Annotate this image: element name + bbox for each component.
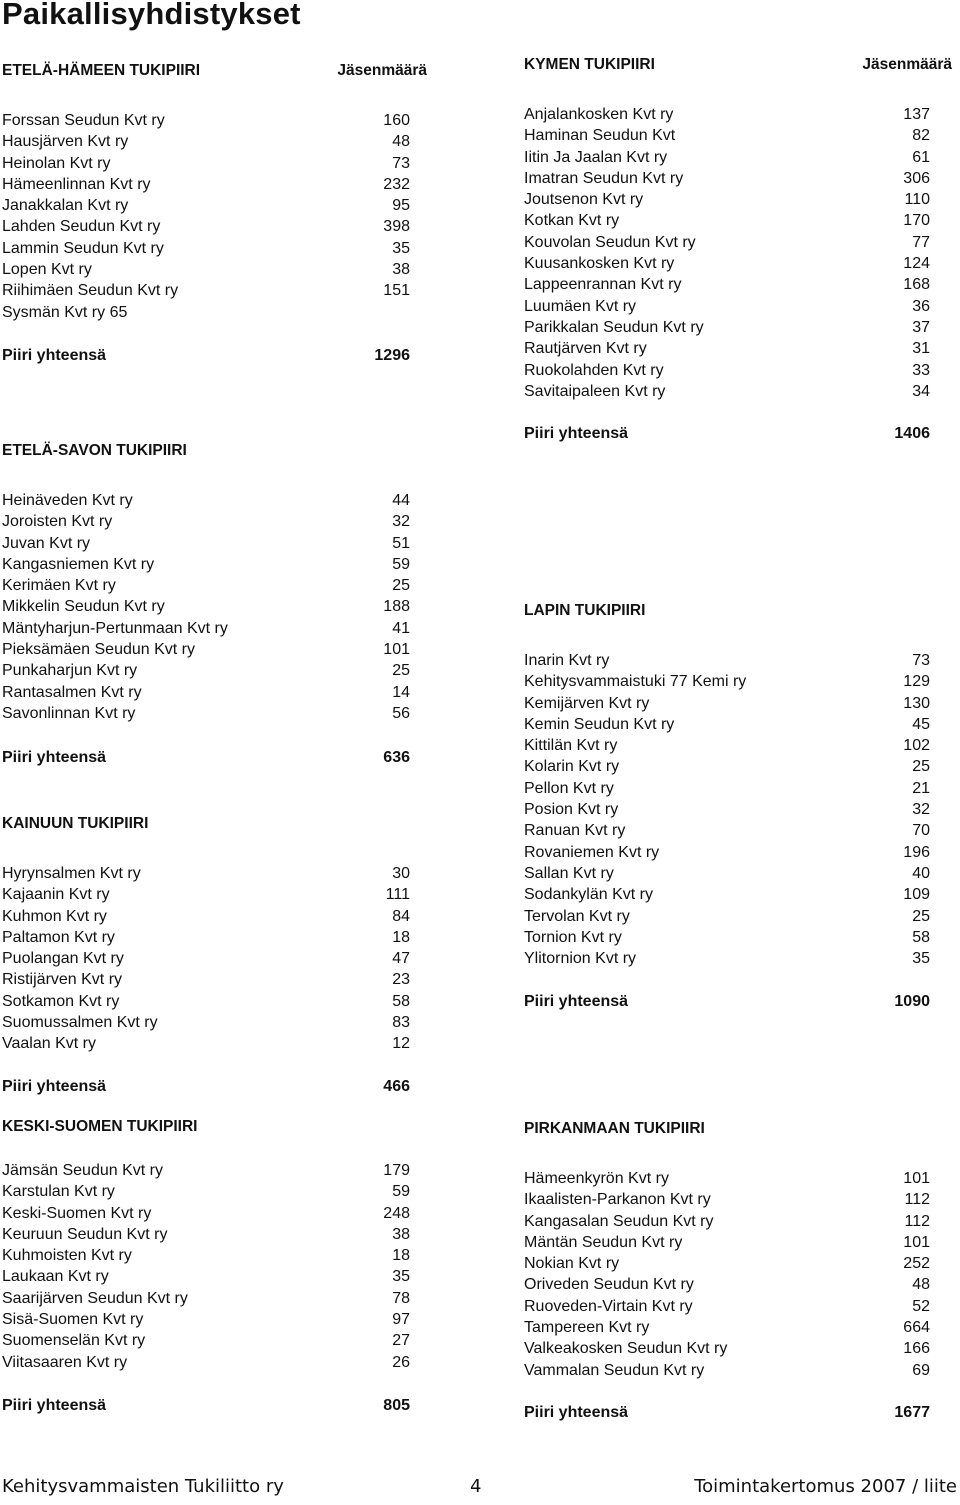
association-name: Ylitornion Kvt ry: [524, 950, 637, 968]
member-count: 12: [392, 1035, 410, 1053]
total-label: Piiri yhteensä: [524, 425, 629, 442]
association-name: Forssan Seudun Kvt ry: [2, 112, 165, 129]
association-name: Riihimäen Seudun Kvt ry: [2, 282, 179, 300]
association-row: [524, 1232, 954, 1253]
district-title: ETELÄ-HÄMEEN TUKIPIIRI: [2, 62, 201, 79]
member-count: 21: [912, 779, 930, 797]
member-count: 32: [912, 801, 930, 819]
district-title: KESKI-SUOMEN TUKIPIIRI: [2, 1118, 198, 1135]
member-count: 188: [383, 598, 410, 616]
member-count: 70: [912, 822, 930, 840]
association-name: Kemijärven Kvt ry: [524, 694, 650, 712]
association-name: Kolarin Kvt ry: [524, 758, 620, 776]
association-row: [2, 153, 427, 174]
member-count: 196: [903, 843, 930, 861]
district-lappi: [524, 602, 954, 1010]
association-name: Vammalan Seudun Kvt ry: [524, 1361, 705, 1379]
association-row: [2, 682, 427, 703]
association-row: [2, 703, 427, 724]
association-row: [2, 575, 427, 596]
member-count: 170: [903, 212, 930, 230]
member-count: 73: [912, 652, 930, 669]
total-value: 636: [383, 749, 410, 766]
district-title: KYMEN TUKIPIIRI: [524, 56, 655, 73]
district-total: [2, 345, 427, 366]
member-count: 48: [392, 133, 410, 151]
member-count: 179: [383, 1162, 410, 1179]
district-title: LAPIN TUKIPIIRI: [524, 602, 646, 619]
association-name: Rantasalmen Kvt ry: [2, 683, 142, 701]
total-label: Piiri yhteensä: [524, 1404, 629, 1421]
association-row: [524, 1189, 954, 1210]
footer-page-number: 4: [470, 1476, 482, 1497]
member-count: 18: [392, 1247, 410, 1265]
member-count: 97: [392, 1311, 410, 1329]
member-count: 35: [912, 950, 930, 968]
association-row: [524, 1338, 954, 1359]
association-name: Punkaharjun Kvt ry: [2, 662, 138, 680]
association-row: [2, 259, 427, 280]
association-row: [524, 360, 954, 381]
association-name: Parikkalan Seudun Kvt ry: [524, 318, 704, 336]
association-row: [2, 110, 427, 131]
association-row: [2, 1160, 427, 1181]
association-row: [524, 693, 954, 714]
association-name: Hyrynsalmen Kvt ry: [2, 865, 141, 882]
total-value: 1677: [894, 1404, 930, 1421]
association-name: Hämeenkyrön Kvt ry: [524, 1170, 669, 1187]
association-name: Joutsenon Kvt ry: [524, 191, 644, 209]
association-name: Kuusankosken Kvt ry: [524, 255, 675, 273]
association-row: [524, 125, 954, 146]
association-row: [524, 338, 954, 359]
association-name: Kuhmon Kvt ry: [2, 907, 107, 925]
page-footer: [0, 1476, 960, 1504]
member-count: 112: [904, 1191, 930, 1209]
association-row: [524, 884, 954, 905]
member-count: 252: [903, 1255, 930, 1273]
district-total: [2, 1395, 427, 1416]
association-name: Valkeakosken Seudun Kvt ry: [524, 1340, 728, 1358]
association-name: Kuhmoisten Kvt ry: [2, 1247, 132, 1265]
total-value: 466: [383, 1078, 410, 1095]
association-row: [524, 863, 954, 884]
total-value: 1090: [894, 993, 930, 1010]
member-count: 34: [912, 382, 930, 400]
district-header: [524, 602, 954, 622]
association-name: Vaalan Kvt ry: [2, 1035, 96, 1053]
district-header: [524, 1120, 954, 1140]
member-count: 32: [392, 513, 410, 531]
member-count: 160: [383, 112, 410, 129]
association-row: [2, 948, 427, 969]
association-name: Karstulan Kvt ry: [2, 1183, 115, 1201]
association-row: [524, 189, 954, 210]
association-name: Pieksämäen Seudun Kvt ry: [2, 641, 195, 659]
association-name: Imatran Seudun Kvt ry: [524, 169, 684, 187]
association-row: [524, 1168, 954, 1189]
association-list: [2, 863, 427, 1055]
association-row: [524, 296, 954, 317]
association-list: [2, 490, 427, 724]
association-name: Viitasaaren Kvt ry: [2, 1353, 128, 1371]
member-count: 69: [912, 1361, 930, 1379]
district-title: PIRKANMAAN TUKIPIIRI: [524, 1120, 705, 1137]
association-row: [2, 1245, 427, 1266]
association-row: [524, 104, 954, 125]
member-count: 78: [392, 1289, 410, 1307]
association-row: [524, 381, 954, 402]
member-count: 306: [903, 169, 930, 187]
association-name: Sotkamon Kvt ry: [2, 992, 120, 1010]
association-row: [2, 906, 427, 927]
association-name: Luumäen Kvt ry: [524, 297, 637, 315]
association-row: [524, 253, 954, 274]
district-title: ETELÄ-SAVON TUKIPIIRI: [2, 442, 187, 459]
association-name: Kittilän Kvt ry: [524, 737, 618, 755]
association-name: Kotkan Kvt ry: [524, 212, 620, 230]
association-name: Heinolan Kvt ry: [2, 154, 111, 172]
association-name: Mäntyharjun-Pertunmaan Kvt ry: [2, 619, 228, 637]
district-etela-hame: [2, 62, 427, 364]
association-row: [524, 671, 954, 692]
district-pirkanmaa: [524, 1120, 954, 1421]
association-row: [524, 210, 954, 231]
district-header: [2, 442, 427, 462]
member-count: 102: [903, 737, 930, 755]
association-name: Hämeenlinnan Kvt ry: [2, 175, 151, 193]
association-name: Lappeenrannan Kvt ry: [524, 276, 682, 294]
association-row: [2, 1224, 427, 1245]
member-count: 168: [903, 276, 930, 294]
member-count: 25: [912, 758, 930, 776]
member-count: 41: [392, 619, 410, 637]
member-count: 129: [903, 673, 930, 691]
association-name: Ikaalisten-Parkanon Kvt ry: [524, 1191, 711, 1209]
association-name: Tampereen Kvt ry: [524, 1319, 650, 1337]
association-name: Lammin Seudun Kvt ry: [2, 239, 164, 257]
association-name: Lopen Kvt ry: [2, 261, 92, 279]
association-name: Keuruun Seudun Kvt ry: [2, 1225, 168, 1243]
association-name: Puolangan Kvt ry: [2, 950, 124, 968]
association-name: Haminan Seudun Kvt: [524, 127, 676, 145]
association-row: [2, 1012, 427, 1033]
association-name: Paltamon Kvt ry: [2, 928, 115, 946]
association-name: Sallan Kvt ry: [524, 864, 614, 882]
member-count: 31: [912, 340, 930, 358]
association-row: [524, 147, 954, 168]
association-row: [524, 1274, 954, 1295]
association-row: [2, 1181, 427, 1202]
member-count: 232: [383, 175, 410, 193]
association-name: Saarijärven Seudun Kvt ry: [2, 1289, 188, 1307]
association-name: Savitaipaleen Kvt ry: [524, 382, 666, 400]
association-name: Sodankylän Kvt ry: [524, 886, 653, 904]
member-count: 38: [392, 1225, 410, 1243]
member-count-header: Jäsenmäärä: [862, 56, 952, 73]
association-row: [2, 639, 427, 660]
association-row: [2, 131, 427, 152]
association-name: Posion Kvt ry: [524, 801, 619, 819]
association-name: Joroisten Kvt ry: [2, 513, 113, 531]
member-count: 40: [912, 864, 930, 882]
association-row: [2, 490, 427, 511]
district-header: [524, 56, 954, 76]
member-count-header: Jäsenmäärä: [337, 62, 427, 79]
association-name: Suomenselän Kvt ry: [2, 1332, 146, 1350]
member-count: 45: [912, 715, 930, 733]
district-header: [2, 62, 427, 82]
association-name: Sysmän Kvt ry 65: [2, 303, 128, 321]
district-total: [524, 423, 954, 444]
association-name: Jämsän Seudun Kvt ry: [2, 1162, 163, 1179]
association-row: [524, 927, 954, 948]
association-name: Tornion Kvt ry: [524, 928, 622, 946]
member-count: 83: [392, 1014, 410, 1032]
association-name: Oriveden Seudun Kvt ry: [524, 1276, 694, 1294]
association-row: [2, 195, 427, 216]
association-row: [524, 799, 954, 820]
member-count: 51: [392, 534, 410, 552]
district-total: [524, 991, 954, 1012]
association-name: Kouvolan Seudun Kvt ry: [524, 233, 696, 251]
member-count: 77: [912, 233, 930, 251]
member-count: 23: [392, 971, 410, 989]
association-name: Kehitysvammaistuki 77 Kemi ry: [524, 673, 747, 691]
association-row: [2, 533, 427, 554]
association-row: [524, 906, 954, 927]
association-name: Kemin Seudun Kvt ry: [524, 715, 675, 733]
association-row: [524, 778, 954, 799]
association-name: Kangasniemen Kvt ry: [2, 555, 155, 573]
association-name: Keski-Suomen Kvt ry: [2, 1204, 152, 1222]
association-row: [524, 1296, 954, 1317]
member-count: 166: [903, 1340, 930, 1358]
member-count: 35: [392, 239, 410, 257]
member-count: 112: [904, 1212, 930, 1230]
member-count: 101: [383, 641, 410, 659]
total-label: Piiri yhteensä: [2, 1078, 107, 1095]
association-name: Nokian Kvt ry: [524, 1255, 620, 1273]
member-count: 56: [392, 704, 410, 722]
member-count: 82: [912, 127, 930, 145]
member-count: 27: [392, 1332, 410, 1350]
footer-organization: Kehitysvammaisten Tukiliitto ry: [2, 1476, 284, 1497]
member-count: 33: [912, 361, 930, 379]
association-row: [2, 216, 427, 237]
member-count: 398: [383, 218, 410, 236]
association-row: [2, 1309, 427, 1330]
association-name: Suomussalmen Kvt ry: [2, 1014, 158, 1032]
association-name: Savonlinnan Kvt ry: [2, 704, 136, 722]
association-row: [2, 1330, 427, 1351]
member-count: 58: [392, 992, 410, 1010]
association-name: Inarin Kvt ry: [524, 652, 610, 669]
association-name: Juvan Kvt ry: [2, 534, 91, 552]
association-row: [524, 948, 954, 969]
association-row: [2, 596, 427, 617]
association-row: [2, 1266, 427, 1287]
member-count: 26: [392, 1353, 410, 1371]
member-count: 61: [912, 148, 930, 166]
association-row: [524, 1360, 954, 1381]
association-row: [524, 714, 954, 735]
association-row: [2, 660, 427, 681]
member-count: 151: [383, 282, 410, 300]
association-row: [2, 969, 427, 990]
member-count: 25: [392, 577, 410, 595]
association-row: [2, 1288, 427, 1309]
association-row: [2, 554, 427, 575]
member-count: 36: [912, 297, 930, 315]
total-value: 805: [383, 1397, 410, 1414]
member-count: 59: [392, 1183, 410, 1201]
member-count: 37: [912, 318, 930, 336]
member-count: 137: [903, 106, 930, 123]
member-count: 25: [392, 662, 410, 680]
member-count: 95: [392, 197, 410, 215]
association-row: [2, 174, 427, 195]
member-count: 38: [392, 261, 410, 279]
association-name: Anjalankosken Kvt ry: [524, 106, 674, 123]
member-count: 664: [903, 1319, 930, 1337]
member-count: 30: [392, 865, 410, 882]
association-list: [524, 104, 954, 402]
association-name: Janakkalan Kvt ry: [2, 197, 129, 215]
association-row: [2, 1203, 427, 1224]
association-row: [524, 735, 954, 756]
member-count: 18: [392, 928, 410, 946]
member-count: 248: [383, 1204, 410, 1222]
district-total: [2, 747, 427, 768]
member-count: 130: [903, 694, 930, 712]
district-header: [2, 815, 427, 835]
member-count: 124: [903, 255, 930, 273]
district-etela-savo: [2, 442, 427, 766]
association-row: [524, 820, 954, 841]
association-row: [524, 650, 954, 671]
district-header: [2, 1118, 427, 1138]
association-row: [524, 168, 954, 189]
association-name: Mäntän Seudun Kvt ry: [524, 1233, 683, 1251]
association-name: Tervolan Kvt ry: [524, 907, 630, 925]
association-name: Ranuan Kvt ry: [524, 822, 626, 840]
association-name: Lahden Seudun Kvt ry: [2, 218, 161, 236]
total-label: Piiri yhteensä: [2, 749, 107, 766]
association-row: [2, 863, 427, 884]
association-row: [2, 927, 427, 948]
association-name: Heinäveden Kvt ry: [2, 492, 133, 509]
association-row: [2, 302, 427, 323]
member-count: 58: [912, 928, 930, 946]
member-count: 101: [903, 1233, 930, 1251]
association-row: [524, 317, 954, 338]
district-total: [2, 1076, 427, 1097]
association-name: Kajaanin Kvt ry: [2, 886, 110, 904]
district-total: [524, 1402, 954, 1423]
association-list: [524, 650, 954, 969]
district-title: KAINUUN TUKIPIIRI: [2, 815, 149, 832]
association-name: Mikkelin Seudun Kvt ry: [2, 598, 165, 616]
association-row: [524, 1211, 954, 1232]
member-count: 48: [912, 1276, 930, 1294]
association-name: Sisä-Suomen Kvt ry: [2, 1311, 144, 1329]
association-name: Iitin Ja Jaalan Kvt ry: [524, 148, 668, 166]
association-list: [524, 1168, 954, 1381]
association-row: [524, 274, 954, 295]
association-name: Rautjärven Kvt ry: [524, 340, 647, 358]
association-row: [2, 618, 427, 639]
member-count: 84: [392, 907, 410, 925]
page-title: Paikallisyhdistykset: [2, 0, 301, 31]
association-row: [524, 1317, 954, 1338]
association-name: Ruokolahden Kvt ry: [524, 361, 664, 379]
district-kainuu: [2, 815, 427, 1095]
member-count: 101: [903, 1170, 930, 1187]
association-row: [2, 1033, 427, 1054]
association-row: [2, 511, 427, 532]
association-name: Pellon Kvt ry: [524, 779, 614, 797]
total-label: Piiri yhteensä: [2, 347, 107, 364]
total-value: 1406: [894, 425, 930, 442]
member-count: 59: [392, 555, 410, 573]
footer-report-title: Toimintakertomus 2007 / liite: [694, 1476, 957, 1497]
association-row: [2, 1352, 427, 1373]
member-count: 52: [912, 1297, 930, 1315]
total-label: Piiri yhteensä: [2, 1397, 107, 1414]
association-row: [2, 991, 427, 1012]
member-count: 109: [903, 886, 930, 904]
association-name: Ruoveden-Virtain Kvt ry: [524, 1297, 693, 1315]
association-row: [524, 232, 954, 253]
member-count: 73: [392, 154, 410, 172]
total-value: 1296: [374, 347, 410, 364]
association-name: Kerimäen Kvt ry: [2, 577, 116, 595]
member-count: 111: [385, 886, 410, 904]
member-count: 110: [904, 191, 930, 209]
association-row: [2, 238, 427, 259]
association-name: Rovaniemen Kvt ry: [524, 843, 660, 861]
association-row: [524, 842, 954, 863]
association-row: [2, 280, 427, 301]
association-name: Kangasalan Seudun Kvt ry: [524, 1212, 714, 1230]
member-count: 44: [392, 492, 410, 509]
member-count: 47: [392, 950, 410, 968]
association-name: Laukaan Kvt ry: [2, 1268, 109, 1286]
member-count: 14: [392, 683, 410, 701]
association-row: [524, 1253, 954, 1274]
district-kymi: [524, 56, 954, 442]
association-list: [2, 1160, 427, 1373]
association-name: Hausjärven Kvt ry: [2, 133, 129, 151]
association-row: [524, 756, 954, 777]
association-name: Ristijärven Kvt ry: [2, 971, 123, 989]
member-count: 25: [912, 907, 930, 925]
association-row: [2, 884, 427, 905]
association-list: [2, 110, 427, 323]
district-keski-suomi: [2, 1118, 427, 1414]
total-label: Piiri yhteensä: [524, 993, 629, 1010]
member-count: 35: [392, 1268, 410, 1286]
